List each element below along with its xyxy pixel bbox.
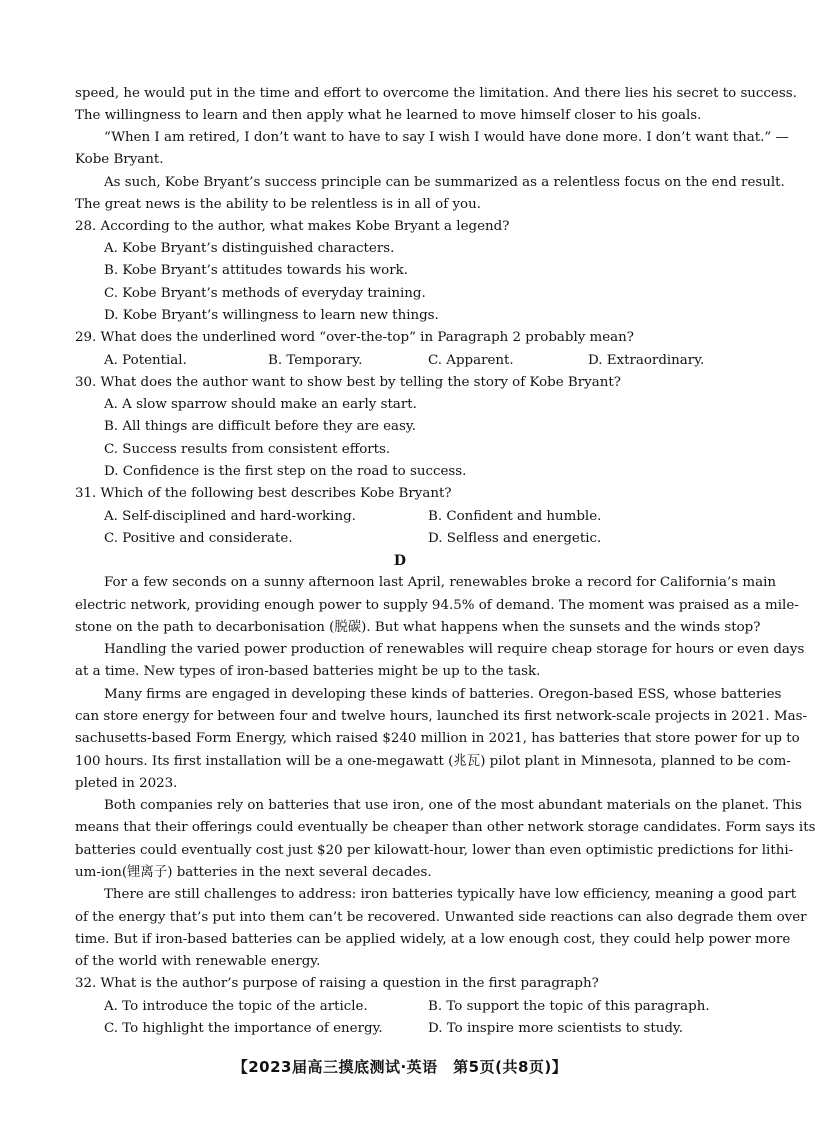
q28-option-d: D. Kobe Bryant’s willingness to learn new things.	[104, 308, 439, 323]
q31-option-b: B. Confident and humble.	[428, 509, 602, 524]
passage-line: electric network, providing enough power to supply 94.5% of demand. The moment was praised as a mile-	[75, 598, 799, 613]
q29-option-c: C. Apparent.	[428, 353, 514, 368]
passage-line: sachusetts-based Form Energy, which raised $240 million in 2021, has batteries that store power for up to	[75, 731, 800, 746]
q30-option-d: D. Confidence is the first step on the road to success.	[104, 464, 467, 479]
passage-line: Many firms are engaged in developing these kinds of batteries. Oregon-based ESS, whose batteries	[104, 687, 782, 702]
passage-line: speed, he would put in the time and effort to overcome the limitation. And there lies his secret to success.	[75, 86, 797, 101]
passage-line: stone on the path to decarbonisation (脱碳). But what happens when the sunsets and the winds stop?	[75, 620, 761, 635]
passage-line: um-ion(锂离子) batteries in the next several decades.	[75, 865, 432, 880]
q32-option-d: D. To inspire more scientists to study.	[428, 1021, 683, 1036]
q32-option-a: A. To introduce the topic of the article.	[104, 999, 368, 1014]
q32-option-b: B. To support the topic of this paragraph.	[428, 999, 710, 1014]
question-30-stem: 30. What does the author want to show best by telling the story of Kobe Bryant?	[75, 375, 621, 390]
passage-line: The willingness to learn and then apply what he learned to move himself closer to his goals.	[75, 108, 702, 123]
question-29-stem: 29. What does the underlined word “over-the-top” in Paragraph 2 probably mean?	[75, 330, 634, 345]
q31-option-d: D. Selfless and energetic.	[428, 531, 602, 546]
passage-line: pleted in 2023.	[75, 776, 178, 791]
page-footer: 【2023届高三摸底测试·英语 第5页(共8页)】	[232, 1058, 568, 1076]
q29-option-d: D. Extraordinary.	[588, 353, 705, 368]
passage-line: For a few seconds on a sunny afternoon last April, renewables broke a record for California’s main	[104, 575, 776, 590]
passage-line: of the world with renewable energy.	[75, 954, 321, 969]
passage-line: 100 hours. Its first installation will be a one-megawatt (兆瓦) pilot plant in Minnesota, planned to be com-	[75, 754, 791, 769]
q30-option-a: A. A slow sparrow should make an early start.	[104, 397, 417, 412]
question-32-stem: 32. What is the author’s purpose of raising a question in the first paragraph?	[75, 976, 599, 991]
q30-option-c: C. Success results from consistent efforts.	[104, 442, 391, 457]
q28-option-c: C. Kobe Bryant’s methods of everyday training.	[104, 286, 426, 301]
passage-line: time. But if iron-based batteries can be applied widely, at a low enough cost, they could help power more	[75, 932, 791, 947]
passage-line: of the energy that’s put into them can’t be recovered. Unwanted side reactions can also degrade them over	[75, 910, 807, 925]
passage-line: means that their offerings could eventually be cheaper than other network storage candidates. Form says its	[75, 820, 815, 835]
q29-option-a: A. Potential.	[104, 353, 187, 368]
q28-option-a: A. Kobe Bryant’s distinguished characters.	[104, 241, 395, 256]
passage-line: There are still challenges to address: iron batteries typically have low efficiency, meaning a good part	[104, 887, 797, 902]
passage-line: can store energy for between four and twelve hours, launched its first network-scale projects in 2021. Mas-	[75, 709, 807, 724]
q31-option-c: C. Positive and considerate.	[104, 531, 293, 546]
passage-line: at a time. New types of iron-based batteries might be up to the task.	[75, 664, 541, 679]
passage-line: Kobe Bryant.	[75, 152, 164, 167]
q28-option-b: B. Kobe Bryant’s attitudes towards his work.	[104, 263, 408, 278]
section-heading: D	[393, 553, 407, 569]
passage-line: As such, Kobe Bryant’s success principle can be summarized as a relentless focus on the end result.	[104, 175, 785, 190]
q30-option-b: B. All things are difficult before they are easy.	[104, 419, 416, 434]
question-31-stem: 31. Which of the following best describes Kobe Bryant?	[75, 486, 452, 501]
passage-line: The great news is the ability to be relentless is in all of you.	[75, 197, 481, 212]
passage-line: Both companies rely on batteries that use iron, one of the most abundant materials on the planet. This	[104, 798, 802, 813]
q29-option-b: B. Temporary.	[268, 353, 363, 368]
q32-option-c: C. To highlight the importance of energy.	[104, 1021, 383, 1036]
passage-line: “When I am retired, I don’t want to have to say I wish I would have done more. I don’t want that.” —	[104, 130, 789, 145]
q31-option-a: A. Self-disciplined and hard-working.	[104, 509, 356, 524]
passage-line: Handling the varied power production of renewables will require cheap storage for hours or even days	[104, 642, 805, 657]
question-28-stem: 28. According to the author, what makes Kobe Bryant a legend?	[75, 219, 510, 234]
passage-line: batteries could eventually cost just $20 per kilowatt-hour, lower than even optimistic predictions for lithi-	[75, 843, 794, 858]
